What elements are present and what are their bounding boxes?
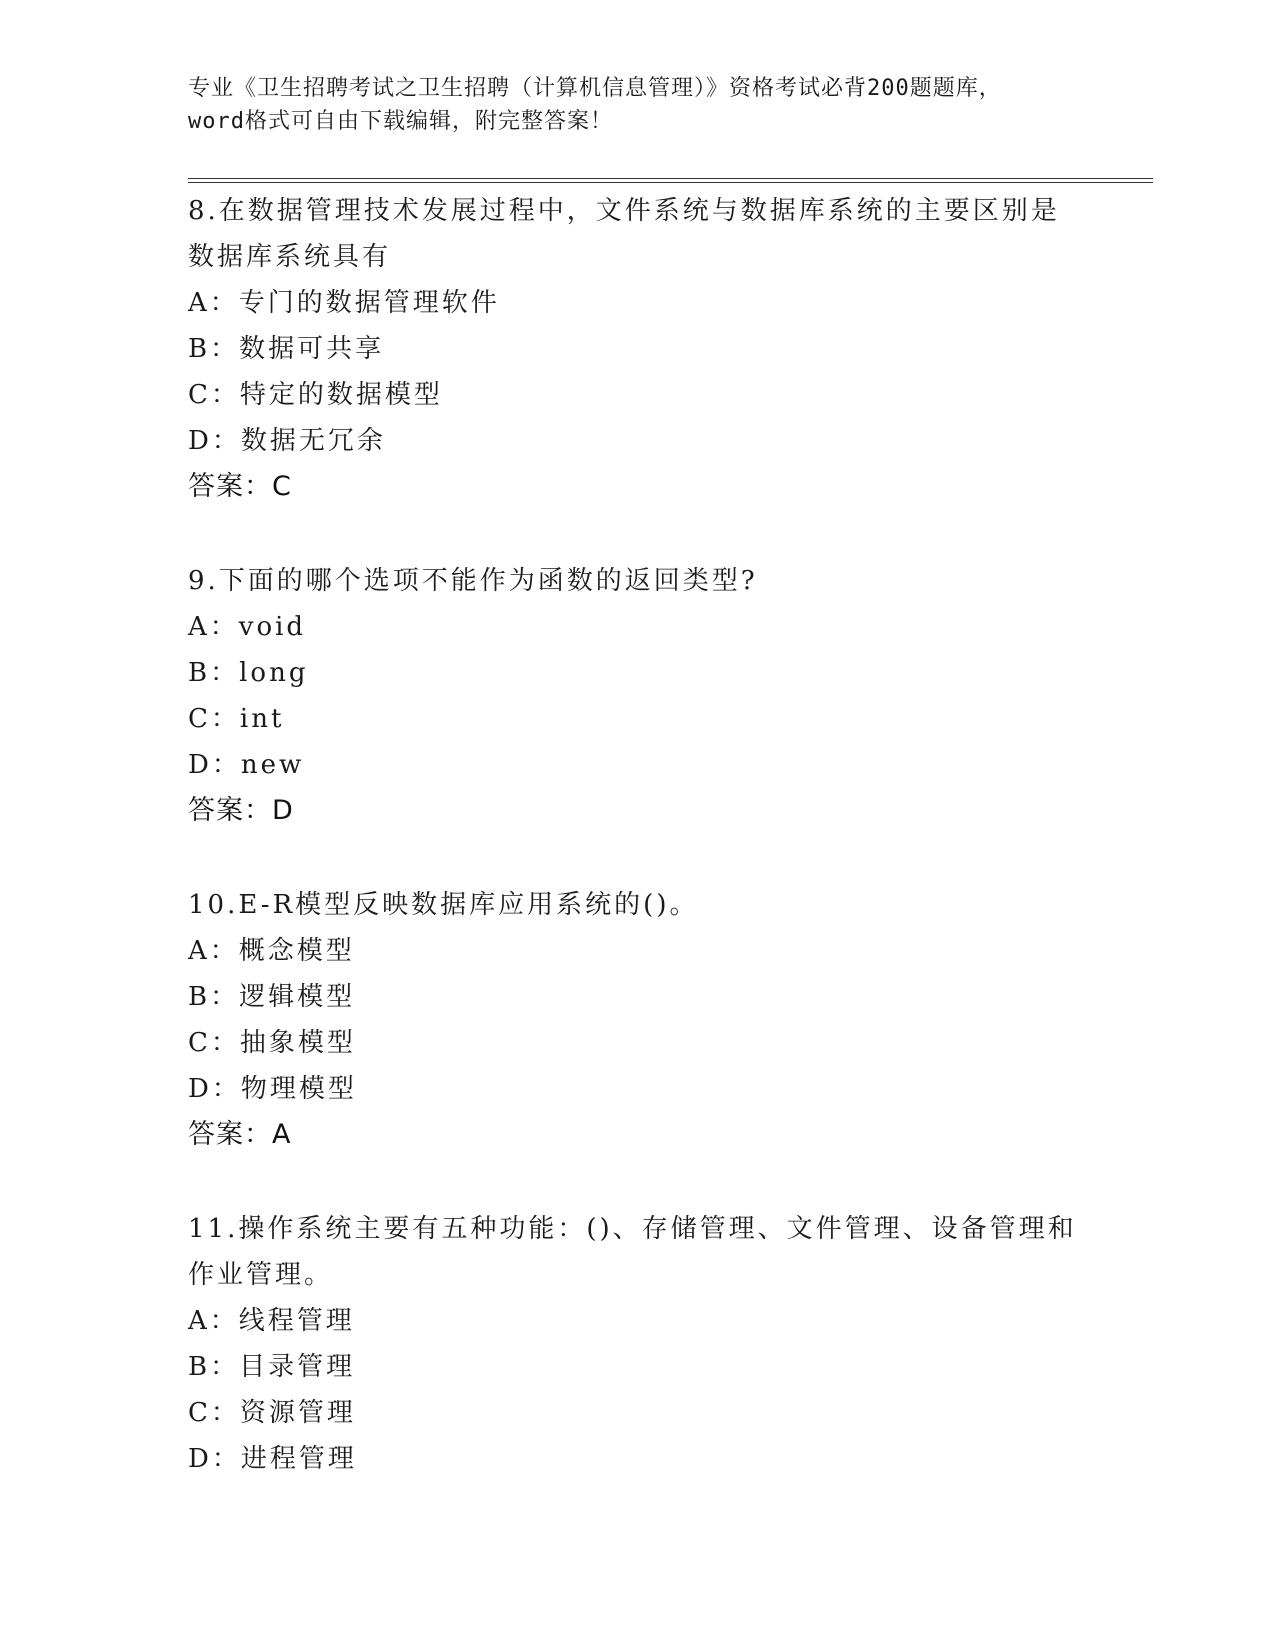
answer-label: 答案：C — [188, 471, 292, 502]
document-header — [188, 72, 1088, 138]
option-a: A：专门的数据管理软件 — [188, 288, 500, 318]
option-d: D：数据无冗余 — [188, 426, 386, 456]
question-stem: 9.下面的哪个选项不能作为函数的返回类型? — [188, 566, 758, 596]
question-item — [188, 188, 1088, 510]
option-d: D：进程管理 — [188, 1444, 357, 1474]
header-divider-bottom — [188, 182, 1153, 183]
question-stem: 8.在数据管理技术发展过程中，文件系统与数据库系统的主要区别是 — [188, 196, 1060, 226]
option-d: D：new — [188, 750, 305, 780]
header-title-line-2: word格式可自由下载编辑，附完整答案！ — [188, 109, 613, 134]
option-c: C：int — [188, 704, 285, 734]
question-item — [188, 558, 1088, 834]
option-a: A：线程管理 — [188, 1306, 355, 1336]
answer-label: 答案：A — [188, 1119, 292, 1150]
question-item — [188, 882, 1088, 1158]
option-b: B：逻辑模型 — [188, 982, 356, 1012]
option-c: C：资源管理 — [188, 1398, 356, 1428]
option-b: B：目录管理 — [188, 1352, 356, 1382]
option-c: C：特定的数据模型 — [188, 380, 443, 410]
question-item — [188, 1206, 1088, 1482]
header-title-line-1: 专业《卫生招聘考试之卫生招聘（计算机信息管理）》资格考试必背200题题库， — [188, 76, 1002, 101]
answer-label: 答案：D — [188, 795, 294, 826]
option-c: C：抽象模型 — [188, 1028, 356, 1058]
question-stem: 数据库系统具有 — [188, 242, 392, 272]
option-a: A：void — [188, 612, 307, 642]
question-list — [188, 188, 1088, 1530]
header-divider-top — [188, 178, 1153, 179]
option-a: A：概念模型 — [188, 936, 355, 966]
option-b: B：数据可共享 — [188, 334, 385, 364]
option-d: D：物理模型 — [188, 1074, 357, 1104]
question-stem: 10.E-R模型反映数据库应用系统的()。 — [188, 890, 699, 920]
option-b: B：long — [188, 658, 309, 688]
question-stem: 作业管理。 — [188, 1260, 334, 1290]
question-stem: 11.操作系统主要有五种功能：()、存储管理、文件管理、设备管理和 — [188, 1214, 1077, 1244]
